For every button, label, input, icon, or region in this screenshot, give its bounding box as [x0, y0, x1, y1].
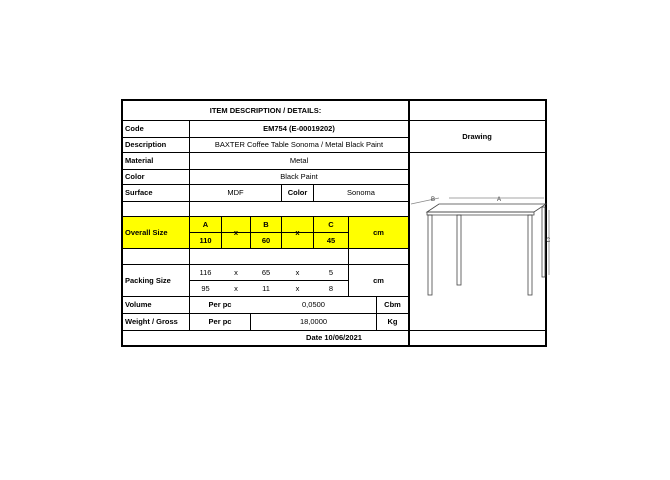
- description-value: BAXTER Coffee Table Sonoma / Metal Black Paint: [214, 140, 384, 150]
- overall-b-value: 60: [261, 235, 271, 245]
- overall-c-value: 45: [326, 235, 336, 245]
- overall-a-value: 110: [199, 235, 212, 245]
- overall-times-2: x: [295, 227, 300, 237]
- surface-value: MDF: [227, 188, 244, 198]
- weight-per: Per pc: [208, 317, 232, 327]
- volume-value: 0,0500: [302, 300, 325, 310]
- packing-row2-a: 95: [201, 283, 210, 293]
- dim-a-label: A: [497, 197, 502, 203]
- code-label: Code: [125, 124, 144, 134]
- surface-label: Surface: [125, 188, 153, 198]
- material-label: Material: [125, 156, 154, 166]
- overall-c-label: C: [328, 219, 334, 229]
- packing-row1-b: 65: [261, 267, 271, 277]
- surface-color-label: Color: [287, 188, 308, 198]
- weight-value: 18,0000: [299, 317, 328, 327]
- packing-row1-c: 5: [328, 267, 334, 277]
- surface-color-value: Sonoma: [347, 188, 375, 198]
- packing-row2-c: 8: [328, 283, 334, 293]
- weight-label: Weight / Gross: [125, 317, 178, 327]
- date-footer: Date 10/06/2021: [306, 333, 362, 343]
- packing-row2-x1: x: [234, 283, 238, 293]
- description-label: Description: [125, 140, 167, 150]
- material-value: Metal: [289, 156, 309, 166]
- dim-b-label: B: [431, 197, 436, 203]
- packing-row2-b: 11: [262, 283, 270, 293]
- table-drawing: [409, 190, 549, 300]
- packing-row1-x1: x: [234, 267, 238, 277]
- packing-row2-x2: x: [295, 283, 300, 293]
- code-value: EM754 (E-00019202): [263, 124, 335, 134]
- weight-unit: Kg: [387, 317, 398, 327]
- volume-unit: Cbm: [384, 300, 401, 310]
- overall-a-label: A: [202, 219, 209, 229]
- dim-c-label: C: [546, 238, 551, 244]
- overall-times-1: x: [233, 227, 239, 237]
- overall-b-label: B: [263, 219, 269, 229]
- packing-unit: cm: [373, 275, 384, 285]
- overall-size-label: Overall Size: [125, 227, 168, 237]
- packing-row1-a: 116: [199, 267, 212, 277]
- packing-size-label: Packing Size: [125, 275, 171, 285]
- color-label: Color: [125, 172, 145, 182]
- color-value: Black Paint: [280, 172, 318, 182]
- drawing-label: Drawing: [462, 131, 492, 141]
- volume-per: Per pc: [208, 300, 232, 310]
- volume-label: Volume: [125, 300, 152, 310]
- overall-unit: cm: [373, 227, 384, 237]
- packing-row1-x2: x: [295, 267, 300, 277]
- item-description-header: ITEM DESCRIPTION / DETAILS:: [209, 105, 322, 115]
